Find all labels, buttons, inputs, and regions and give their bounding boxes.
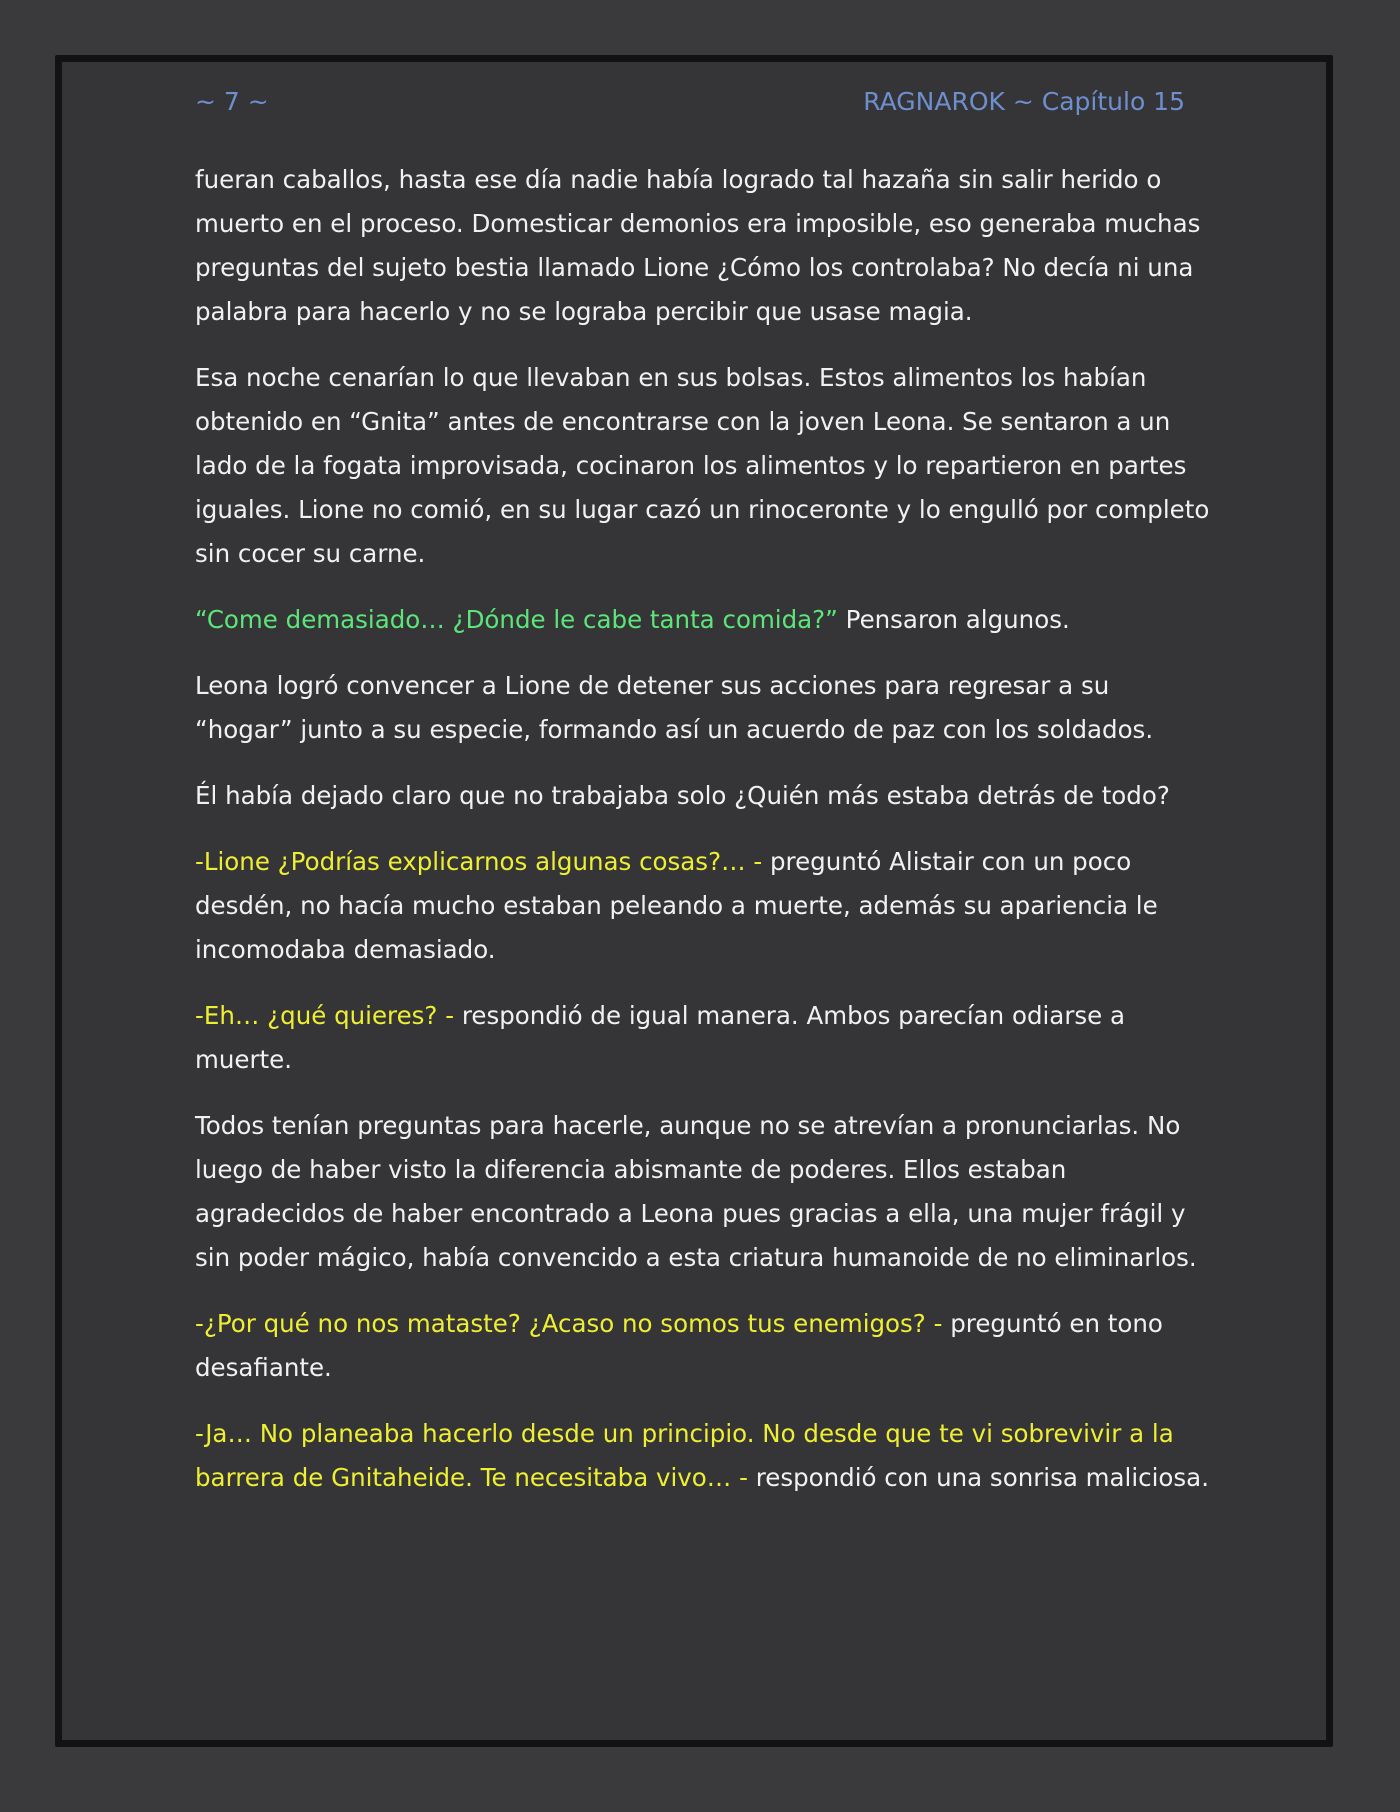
narration-text: Esa noche cenarían lo que llevaban en sus bolsas. Estos alimentos los habían obtenido en “Gnita” antes de encontrarse con la joven Leona. Se sentaron a un lado de la fogata improvisada, cocinaron los alimentos y lo repartieron en partes iguales. Lione no comió, en su lugar cazó un rinoceronte y lo engulló por completo sin cocer su carne. xyxy=(195,363,1210,568)
narration-text: fueran caballos, hasta ese día nadie había logrado tal hazaña sin salir herido o muerto en el proceso. Domesticar demonios era imposible, eso generaba muchas preguntas del sujeto bestia llamado Lione ¿Cómo los controlaba? No decía ni una palabra para hacerlo y no se lograba percibir que usase magia. xyxy=(195,165,1201,326)
paragraph xyxy=(195,598,1210,642)
paragraph xyxy=(195,774,1210,818)
dialogue-text: -Eh… ¿qué quieres? - xyxy=(195,1001,455,1030)
narration-text: Pensaron algunos. xyxy=(837,605,1070,634)
dialogue-text: -Ja… No planeaba hacerlo desde un principio. No desde que te vi sobrevivir a la barrera de Gnitaheide. Te necesitaba vivo… - xyxy=(195,1419,1174,1492)
paragraph xyxy=(195,158,1210,334)
paragraph xyxy=(195,840,1210,972)
thought-text: “Come demasiado… ¿Dónde le cabe tanta comida?” xyxy=(195,605,838,634)
chapter-title: RAGNAROK ~ Capítulo 15 xyxy=(863,87,1185,116)
dialogue-text: -Lione ¿Podrías explicarnos algunas cosas?… - xyxy=(195,847,763,876)
narration-text: preguntó Alistair con un poco desdén, no hacía mucho estaban peleando a muerte, además su apariencia le incomodaba demasiado. xyxy=(195,847,1158,964)
paragraph xyxy=(195,1104,1210,1280)
paragraph xyxy=(195,356,1210,576)
narration-text: respondió de igual manera. Ambos parecían odiarse a muerte. xyxy=(195,1001,1126,1074)
paragraph xyxy=(195,1412,1210,1500)
narration-text: respondió con una sonrisa maliciosa. xyxy=(747,1463,1209,1492)
narration-text: Él había dejado claro que no trabajaba solo ¿Quién más estaba detrás de todo? xyxy=(195,781,1170,810)
page-header xyxy=(195,82,1185,122)
chapter-body xyxy=(195,158,1210,1522)
paragraph xyxy=(195,664,1210,752)
page-number: ~ 7 ~ xyxy=(195,87,269,116)
paragraph xyxy=(195,1302,1210,1390)
paragraph xyxy=(195,994,1210,1082)
narration-text: Todos tenían preguntas para hacerle, aunque no se atrevían a pronunciarlas. No luego de haber visto la diferencia abismante de poderes. Ellos estaban agradecidos de haber encontrado a Leona pues gracias a ella, una mujer frágil y sin poder mágico, había convencido a esta criatura humanoide de no eliminarlos. xyxy=(195,1111,1197,1272)
narration-text: Leona logró convencer a Lione de detener sus acciones para regresar a su “hogar” junto a su especie, formando así un acuerdo de paz con los soldados. xyxy=(195,671,1154,744)
narration-text: preguntó en tono desafiante. xyxy=(195,1309,1163,1382)
dialogue-text: -¿Por qué no nos mataste? ¿Acaso no somos tus enemigos? - xyxy=(195,1309,943,1338)
